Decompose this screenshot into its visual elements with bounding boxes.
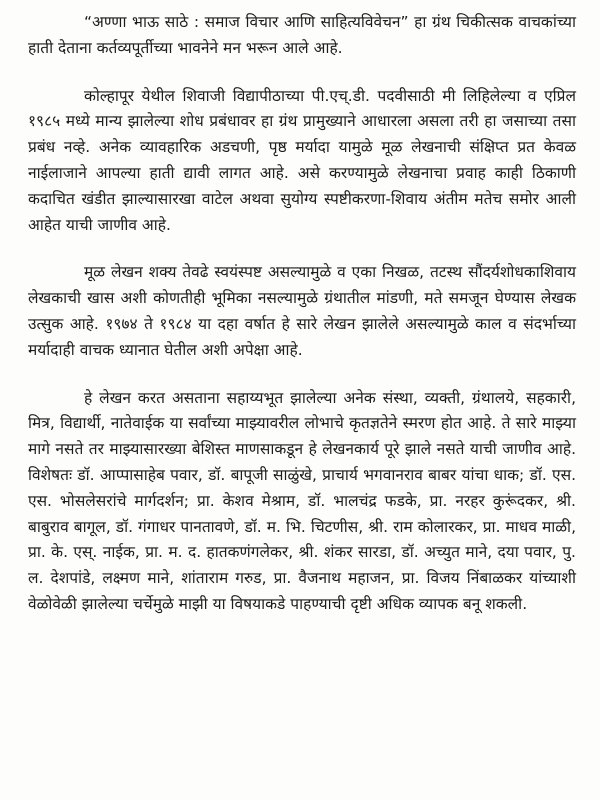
- paragraph-acknowledgements: हे लेखन करत असताना सहाय्यभूत झालेल्या अनेक संस्था, व्यक्ती, ग्रंथालये, सहकारी, मित्र, विद्यार्थी, नातेवाईक या सर्वांच्या माझ्यावरील लोभाचे कृतज्ञतेने स्मरण होत आहे. ते सारे माझ्या मागे नसते तर माझ्यासारख्या बेशिस्त माणसाकडून हे लेखनकार्य पूरे झाले नसते याची जाणीव आहे. विशेषतः डॉ. आप्पासाहेब पवार, डॉ. बापूजी साळुंखे, प्राचार्य भगवानराव बाबर यांचा धाक; डॉ. एस. एस. भोसलेसरांचे मार्गदर्शन; प्रा. केशव मेश्राम, डॉ. भालचंद्र फडके, प्रा. नरहर कुरूंदकर, श्री. बाबुराव बागूल, डॉ. गंगाधर पानतावणे, डॉ. म. भि. चिटणीस, श्री. राम कोलारकर, प्रा. माधव माळी, प्रा. के. एस्. नाईक, प्रा. म. द. हातकणंगलेकर, श्री. शंकर सारडा, डॉ. अच्युत माने, दया पवार, पु. ल. देशपांडे, लक्ष्मण माने, शांताराम गरुड, प्रा. वैजनाथ महाजन, प्रा. विजय निंबाळकर यांच्याशी वेळोवेळी झालेल्या चर्चेमुळे माझी या विषयाकडे पाहण्याची दृष्टी अधिक व्यापक बनू शकली.: [28, 388, 576, 613]
- paragraph-thesis-basis: कोल्हापूर येथील शिवाजी विद्यापीठाच्या पी.एच्.डी. पदवीसाठी मी लिहिलेल्या व एप्रिल १९८५ मध्ये मान्य झालेल्या शोध प्रबंधावर हा ग्रंथ प्रामुख्याने आधारला असला तरी हा जसाच्या तसा प्रबंध नव्हे. अनेक व्यावहारिक अडचणी, पृष्ठ मर्यादा यामुळे मूळ लेखनाची संक्षिप्त प्रत केवळ नाईलाजाने आपल्या हाती द्यावी लागत आहे. असे करण्यामुळे लेखनाचा प्रवाह काही ठिकाणी कदाचित खंडीत झाल्यासारखा वाटेल अथवा सुयोग्य स्पष्टीकरणा-शिवाय अंतीम मतेच समोर आली आहेत याची जाणीव आहे.: [28, 86, 576, 234]
- paragraph-reader-expectation: मूळ लेखन शक्य तेवढे स्वयंस्पष्ट असल्यामुळे व एका निखळ, तटस्थ सौंदर्यशोधकाशिवाय लेखकाची खास अशी कोणतीही भूमिका नसल्यामुळे ग्रंथातील मांडणी, मते समजून घेण्यास लेखक उत्सुक आहे. १९७४ ते १९८४ या दहा वर्षात हे सारे लेखन झालेले असल्यामुळे काल व संदर्भाच्या मर्यादाही वाचक ध्यानात घेतील अशी अपेक्षा आहे.: [28, 263, 576, 359]
- paragraph-intro: “अण्णा भाऊ साठे : समाज विचार आणि साहित्यविवेचन” हा ग्रंथ चिकीत्सक वाचकांच्या हाती देताना कर्तव्यपूर्तीच्या भावनेने मन भरून आले आहे.: [28, 13, 576, 57]
